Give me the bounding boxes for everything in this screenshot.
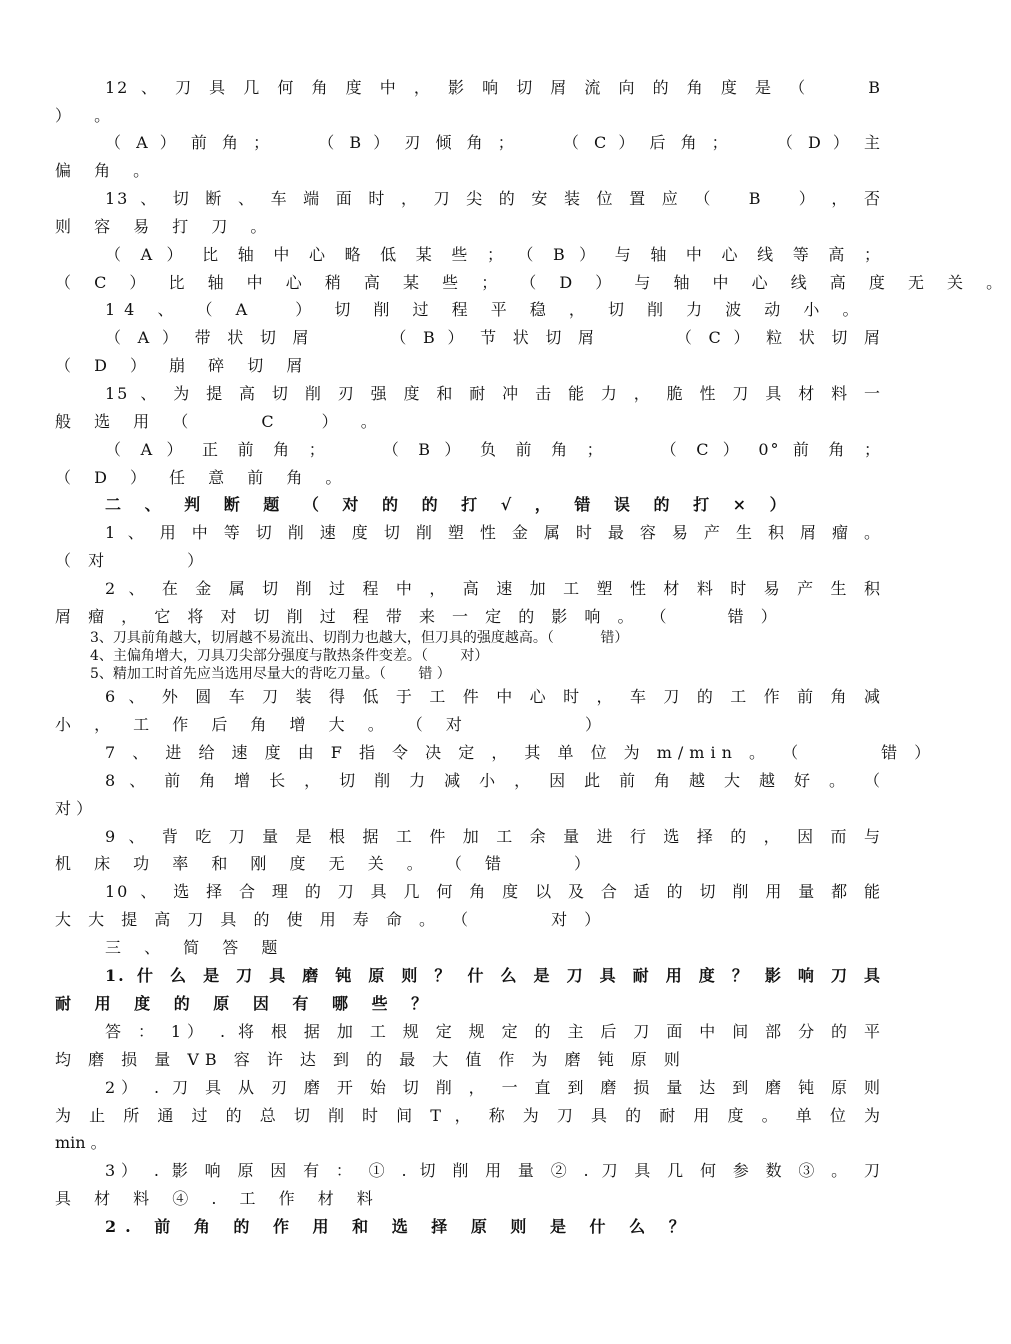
tf10-line-2: 大 大 提 高 刀 具 的 使 用 寿 命 。 （ 对 ） — [55, 910, 607, 929]
tf6-line-1: 6 、 外 圆 车 刀 装 得 低 于 工 件 中 心 时 ， 车 刀 的 工 作 前 角 减 — [105, 687, 882, 706]
sa1-answer-line-1: 答 ： 1） . 将 根 据 加 工 规 定 规 定 的 主 后 刀 面 中 间 部 分 的 平 — [105, 1022, 882, 1041]
q15-line-1: 15 、 为 提 高 切 削 刃 强 度 和 耐 冲 击 能 力 ， 脆 性 刀 具 材 料 一 — [105, 384, 882, 403]
q14-options-line-1: （ A ） 带 状 切 屑 （ B ） 节 状 切 屑 （ C ） 粒 状 切 屑 — [105, 328, 882, 347]
q12-line-2: ） 。 — [55, 106, 120, 125]
tf10-line-1: 10 、 选 择 合 理 的 刀 具 几 何 角 度 以 及 合 适 的 切 削 用 量 都 能 — [105, 882, 882, 901]
tf3-line: 3、刀具前角越大，切屑越不易流出、切削力也越大，但刀具的强度越高。（ 错） — [90, 630, 629, 646]
tf1-line-2: （ 对 ） — [55, 551, 210, 570]
section-heading-short-answer: 三 、 简 答 题 — [105, 938, 287, 957]
q13-line-1: 13 、 切 断 、 车 端 面 时 ， 刀 尖 的 安 装 位 置 应 （ B ） ， 否 — [105, 189, 882, 208]
q13-line-2: 则 容 易 打 刀 。 — [55, 217, 276, 236]
q13-options-line-1: （ A ） 比 轴 中 心 略 低 某 些 ； （ B ） 与 轴 中 心 线 等 高 ； — [105, 245, 882, 264]
q14-options-line-2: （ D ） 崩 碎 切 屑 — [55, 356, 312, 375]
sa1-question-line-2: 耐 用 度 的 原 因 有 哪 些 ？ — [55, 994, 437, 1013]
q14-line: 14 、 （ A ） 切 削 过 程 平 稳 ， 切 削 力 波 动 小 。 — [105, 300, 868, 319]
tf9-line-1: 9 、 背 吃 刀 量 是 根 据 工 件 加 工 余 量 进 行 选 择 的 ， 因 而 与 — [105, 827, 882, 846]
q13-options-line-2: （ C ） 比 轴 中 心 稍 高 某 些 ； （ D ） 与 轴 中 心 线 高 度 无 关 。 — [55, 273, 1011, 292]
q15-line-2: 般 选 用 （ C ） 。 — [55, 412, 386, 431]
tf2-line-2: 屑 瘤 ， 它 将 对 切 削 过 程 带 来 一 定 的 影 响 。 （ 错 ） — [55, 607, 783, 626]
sa1-answer-line-5: min 。 — [55, 1133, 107, 1152]
sa1-answer-line-7: 具 材 料 ④ . 工 作 材 料 — [55, 1189, 382, 1208]
sa2-question-line: 2. 前 角 的 作 用 和 选 择 原 则 是 什 么 ？ — [105, 1217, 694, 1236]
q12-line-1: 12 、 刀 具 几 何 角 度 中 ， 影 响 切 屑 流 向 的 角 度 是 （ B — [105, 78, 882, 97]
q15-options-line-2: （ D ） 任 意 前 角 。 — [55, 468, 351, 487]
section-heading-true-false: 二 、 判 断 题 （ 对 的 的 打 √ ， 错 误 的 打 × ） — [105, 495, 795, 514]
tf8-line-1: 8 、 前 角 增 长 ， 切 削 力 减 小 ， 因 此 前 角 越 大 越 好 。 （ — [105, 771, 882, 790]
tf9-line-2: 机 床 功 率 和 刚 度 无 关 。 （ 错 ） — [55, 854, 600, 873]
tf6-line-2: 小 ， 工 作 后 角 增 大 。 （ 对 ） — [55, 715, 610, 734]
tf2-line-1: 2 、 在 金 属 切 削 过 程 中 ， 高 速 加 工 塑 性 材 料 时 易 产 生 积 — [105, 579, 882, 598]
tf5-line: 5、精加工时首先应当选用尽量大的背吃刀量。（ 错 ） — [90, 666, 451, 682]
tf4-line: 4、主偏角增大，刀具刀尖部分强度与散热条件变差。（ 对） — [90, 648, 489, 664]
q15-options-line-1: （ A ） 正 前 角 ； （ B ） 负 前 角 ； （ C ） 0° 前 角 ； — [105, 440, 882, 459]
sa1-answer-line-2: 均 磨 损 量 VB 容 许 达 到 的 最 大 值 作 为 磨 钝 原 则 — [55, 1050, 686, 1069]
tf7-line: 7 、 进 给 速 度 由 F 指 令 决 定 ， 其 单 位 为 m/min 。 （ 错 ） — [105, 743, 937, 762]
tf1-line-1: 1 、 用 中 等 切 削 速 度 切 削 塑 性 金 属 时 最 容 易 产 生 积 屑 瘤 。 — [105, 523, 882, 542]
sa1-question-line-1: 1. 什 么 是 刀 具 磨 钝 原 则 ？ 什 么 是 刀 具 耐 用 度 ？ 影 响 刀 具 — [105, 966, 882, 985]
tf8-line-2: 对 ） — [55, 799, 93, 818]
sa1-answer-line-6: 3） . 影 响 原 因 有 ： ① . 切 削 用 量 ② . 刀 具 几 何 参 数 ③ 。 刀 — [105, 1161, 882, 1180]
sa1-answer-line-3: 2） . 刀 具 从 刃 磨 开 始 切 削 ， 一 直 到 磨 损 量 达 到 磨 钝 原 则 — [105, 1078, 882, 1097]
q12-options-line-1: （ A ） 前 角 ； （ B ） 刃 倾 角 ； （ C ） 后 角 ； （ D ） 主 — [105, 133, 882, 152]
sa1-answer-line-4: 为 止 所 通 过 的 总 切 削 时 间 T ， 称 为 刀 具 的 耐 用 度 。 单 位 为 — [55, 1106, 882, 1125]
q12-options-line-2: 偏 角 。 — [55, 161, 159, 180]
